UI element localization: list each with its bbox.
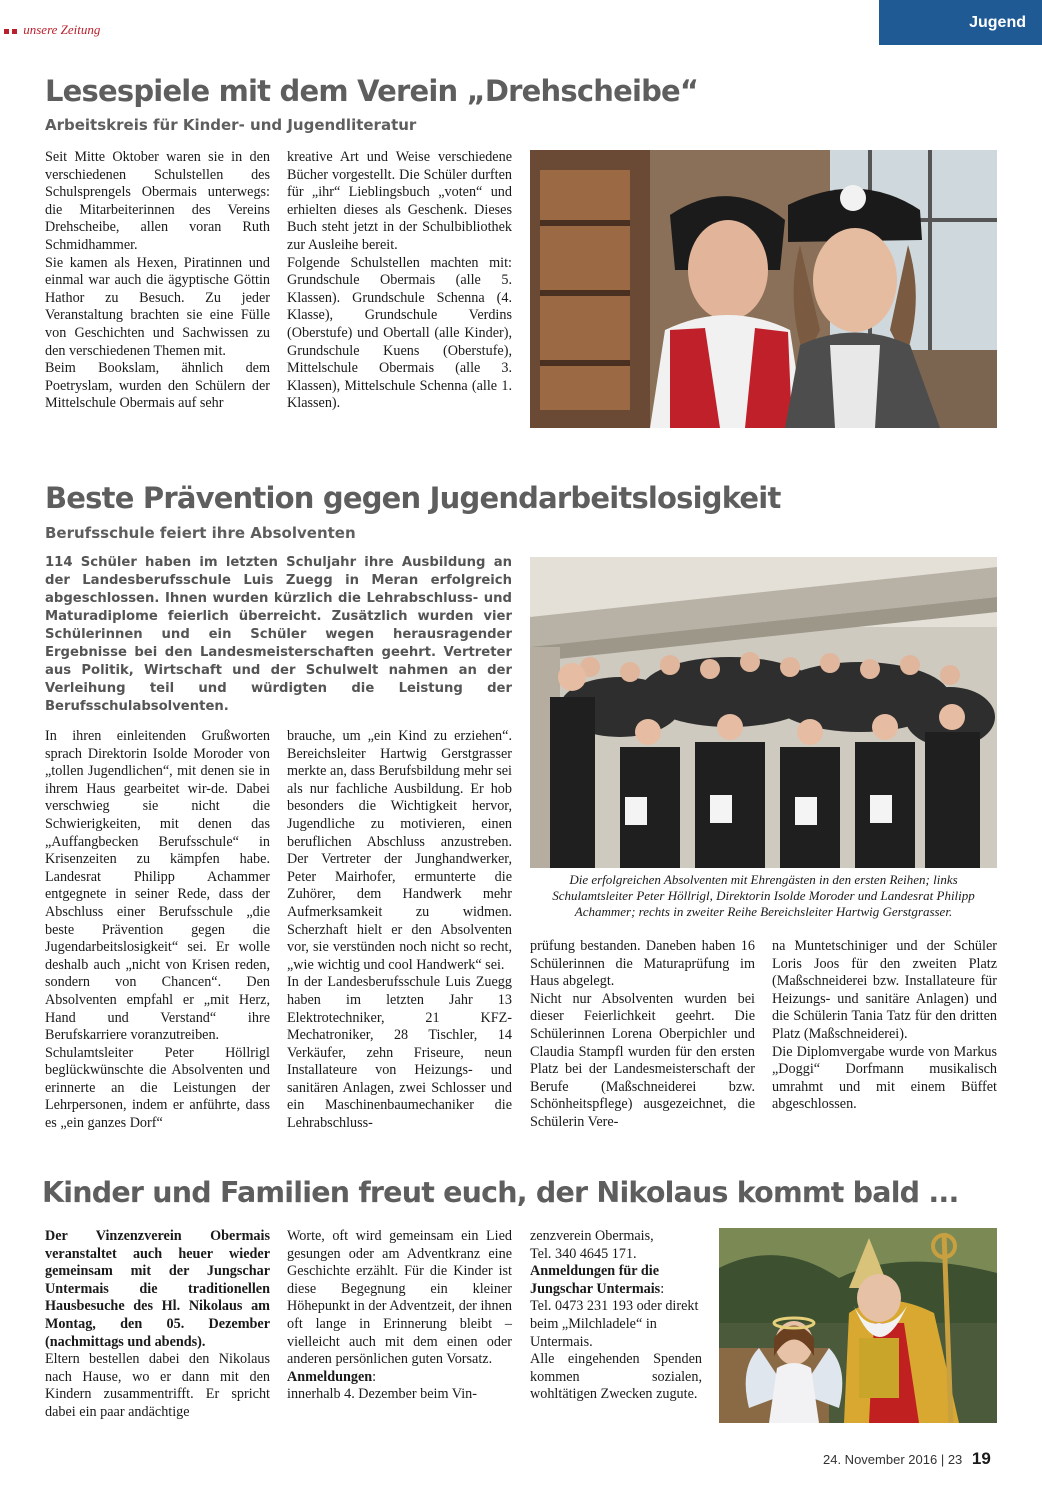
article2-photo-caption: Die erfolgreichen Absolventen mit Ehrengästen in den ersten Reihen; links Schulamtsleiter Peter Höllrigl, Direktorin Isolde Moroder und Landesrat Philipp Achammer; rechts in zweiter Reihe Bereichsleiter Hartwig Gerstgrasser. xyxy=(552,872,975,919)
article1-col2 xyxy=(287,149,512,413)
paragraph: Alle eingehenden Spenden kommen sozialen, wohltätigen Zwecken zugute. xyxy=(530,1351,702,1403)
article2-title: Beste Prävention gegen Jugendarbeitslosigkeit xyxy=(45,481,781,515)
photo-nikolaus-angel xyxy=(719,1228,997,1423)
issue-date: 24. November 2016 xyxy=(823,1452,938,1467)
paragraph: zenzverein Obermais, xyxy=(530,1228,654,1244)
article3-col3: zenzverein Obermais, Tel. 340 4645 171. Anmeldungen für die Jungschar Untermais: Tel. 0473 231 193 oder direkt beim „Milchladele“ in Untermais. Alle eingehenden Spenden kommen sozialen, wohltätigen Zwecken zugute. xyxy=(530,1228,702,1403)
paragraph: In der Landesberufsschule Luis Zuegg haben im letzten Jahr 13 Elektrotechniker, 21 KFZ-Mechatroniker, 28 Tischler, 14 Verkäufer, zehn Friseure, neun Installateure von Heizungs- und sanitären Anlagen, zwei Schlosser und ein Maschinenbaumechaniker die Lehrabschluss- xyxy=(287,974,512,1132)
paragraph: brauche, um „ein Kind zu erziehen“. Bereichsleiter Hartwig Gerstgrasser merkte an, dass Berufsbildung mehr sei als nur fachliche Ausbildung. Er hob besonders die Wichtigkeit hervor, Jugendliche zu motivieren, einen beruflichen Abschluss anzustreben. Der Vertreter der Junghandwerker, Peter Mairhofer, ermunterte die Zuhörer, dem Handwerk mehr Aufmerksamkeit zu widmen. Scherzhaft hielt er den Absolventen vor, sie verstünden noch nicht so recht, „wie wichtig und cool Handwerk“ sei. xyxy=(287,728,512,973)
brand-logo xyxy=(4,22,100,38)
paragraph: Beim Bookslam, ähnlich dem Poetryslam, wurden den Schülern der Mittelschule Obermais auf sehr xyxy=(45,360,270,412)
paragraph: prüfung bestanden. Daneben haben 16 Schülerinnen die Maturaprüfung im Haus abgelegt. xyxy=(530,938,755,990)
article2-col1 xyxy=(45,728,270,1133)
page-footer xyxy=(823,1449,991,1469)
brand-square-icon xyxy=(4,29,9,34)
article2-subtitle: Berufsschule feiert ihre Absolventen xyxy=(45,524,356,542)
article2-lead: 114 Schüler haben im letzten Schuljahr ihre Ausbildung an der Landesberufsschule Luis Zuegg in Meran erfolgreich abgeschlossen. Ihnen wurden kürzlich die Lehrabschluss- und Maturadiplome feierlich überreicht. Zusätzlich wurden vier Schülerinnen und ein Schüler wegen herausragender Ergebnisse bei den Landesmeisterschaften geehrt. Vertreter aus Politik, Wirtschaft und der Schulwelt nahmen an der Verleihung teil und würdigten die Leistung der Berufsschulabsolventen. xyxy=(45,555,512,714)
article1-title: Lesespiele mit dem Verein „Drehscheibe“ xyxy=(45,74,699,108)
paragraph: In ihren einleitenden Grußworten sprach Direktorin Isolde Moroder von „tollen Jugendlichen“, mit denen sie in ihrem Haus gearbeitet wir-de. Dabei verschwieg sie nicht die Schwierigkeiten, mit denen das „Auffangbecken Berufsschule“ in Krisenzeiten zu kämpfen habe. Landesrat Philipp Achammer entgegnete in seiner Rede, dass der Abschluss einer Berufsschule „die beste Prävention gegen die Jugendarbeitslosigkeit“ sei. Er wolle deshalb auch „nicht von Krisen reden, sondern von Chancen“. Den Absolventen empfahl er „mit Herz, Hand und Verstand“ ihre Berufskarriere voranzutreiben. xyxy=(45,728,270,1044)
paragraph: Sie kamen als Hexen, Piratinnen und einmal war auch die ägyptische Göttin Hathor zu Besuch. Zu jeder Veranstaltung brachten sie eine Fülle von Geschichten und Sachwissen zu den verschiedenen Themen mit. xyxy=(45,254,270,359)
paragraph-bold: Der Vinzenzverein Obermais veranstaltet auch heuer wieder gemeinsam mit der Jungschar Untermais die traditionellen Hausbesuche des Hl. Nikolaus am Montag, den 05. Dezember (nachmittags und abends). xyxy=(45,1228,270,1350)
page-number: 19 xyxy=(971,1449,991,1468)
paragraph: Die Diplomvergabe wurde von Markus „Doggi“ Dorfmann musikalisch umrahmt und mit einem Büffet abgeschlossen. xyxy=(772,1043,997,1113)
paragraph: na Muntetschiniger und der Schüler Loris Joos für den zweiten Platz (Maßschneiderei bzw. Installateure für Heizungs- und sanitäre Anlagen) und die Schülerin Tania Tatz für den dritten Platz (Maßschneiderei). xyxy=(772,938,997,1042)
footer-separator: | xyxy=(940,1452,945,1467)
photo-costumed-women xyxy=(530,150,997,428)
issue-number: 23 xyxy=(947,1452,963,1467)
brand-square-icon xyxy=(12,29,17,34)
article2-col2 xyxy=(287,728,512,1133)
paragraph: Tel. 0473 231 193 oder direkt beim „Milchladele“ in Untermais. xyxy=(530,1298,699,1350)
paragraph: Seit Mitte Oktober waren sie in den verschiedenen Schulstellen des Schulsprengels Obermais unterwegs: die Mitarbeiterinnen des Vereins Drehscheibe, allen voran Ruth Schmidhammer. xyxy=(45,149,270,253)
article3-col2: Worte, oft wird gemeinsam ein Lied gesungen oder am Adventkranz eine Geschichte erzählt. Für die Kinder ist diese Begegnung ein kleiner Höhepunkt in der Adventzeit, der ihnen oft lange in Erinnerung bleibt – vielleicht auch mit dem einen oder anderen persönlichen guten Vorsatz. Anmeldungen: innerhalb 4. Dezember beim Vin- xyxy=(287,1228,512,1403)
registration-label: Anmeldungen für die Jungschar Untermais xyxy=(530,1263,661,1297)
paragraph: innerhalb 4. Dezember beim Vin- xyxy=(287,1386,477,1403)
section-tab: Jugend xyxy=(879,0,1042,45)
article3-title: Kinder und Familien freut euch, der Nikolaus kommt bald ... xyxy=(42,1176,959,1209)
article1-col1 xyxy=(45,149,270,413)
article3-col1 xyxy=(45,1228,270,1422)
paragraph: Worte, oft wird gemeinsam ein Lied gesungen oder am Adventkranz eine Geschichte erzählt. Für die Kinder ist diese Begegnung ein kleiner Höhepunkt in der Adventzeit, der ihnen oft lange in Erinnerung bleibt – vielleicht auch mit dem einen oder anderen persönlichen guten Vorsatz. xyxy=(287,1228,512,1368)
paragraph: Folgende Schulstellen machten mit: Grundschule Obermais (alle 5. Klassen). Grundschule Schenna (4. Klasse), Grundschule Verdins (Oberstufe) und Obertall (alle Kinder), Grundschule Kuens (Oberstufe), Mittelschule Obermais (alle 3. Klassen), Mittelschule Schenna (alle 1. Klassen). xyxy=(287,254,512,412)
brand-name: unsere Zeitung xyxy=(23,22,101,37)
paragraph: Schulamtsleiter Peter Höllrigl beglückwünschte die Absolventen und erinnerte an die Leistungen der Lehrpersonen, indem er anführte, dass es „ein ganzes Dorf“ xyxy=(45,1044,270,1132)
paragraph: Tel. 340 4645 171. xyxy=(530,1245,637,1262)
paragraph: Eltern bestellen dabei den Nikolaus nach Hause, wo er dann mit den Kindern zusammentrifft. Er spricht dabei ein paar andächtige xyxy=(45,1351,270,1420)
paragraph: kreative Art und Weise verschiedene Bücher vorgestellt. Die Schüler durften für „ihr“ Lieblingsbuch „voten“ und erhielten dieses als Geschenk. Dieses Buch steht jetzt in der Schulbibliothek zur Ausleihe bereit. xyxy=(287,149,512,253)
article1-subtitle: Arbeitskreis für Kinder- und Jugendliteratur xyxy=(45,116,417,134)
article2-col3 xyxy=(530,938,755,1132)
paragraph: Nicht nur Absolventen wurden bei dieser Feierlichkeit geehrt. Die Schülerinnen Lorena Oberpichler und Claudia Stampfl wurden für den ersten Platz bei der Landesmeisterschaft der Berufe (Maßschneiderei bzw. Schönheitspflege) ausgezeichnet, die Schülerin Vere- xyxy=(530,990,755,1130)
article2-col4 xyxy=(772,938,997,1114)
photo-graduates-group xyxy=(530,557,997,868)
registration-label: Anmeldungen xyxy=(287,1368,373,1385)
